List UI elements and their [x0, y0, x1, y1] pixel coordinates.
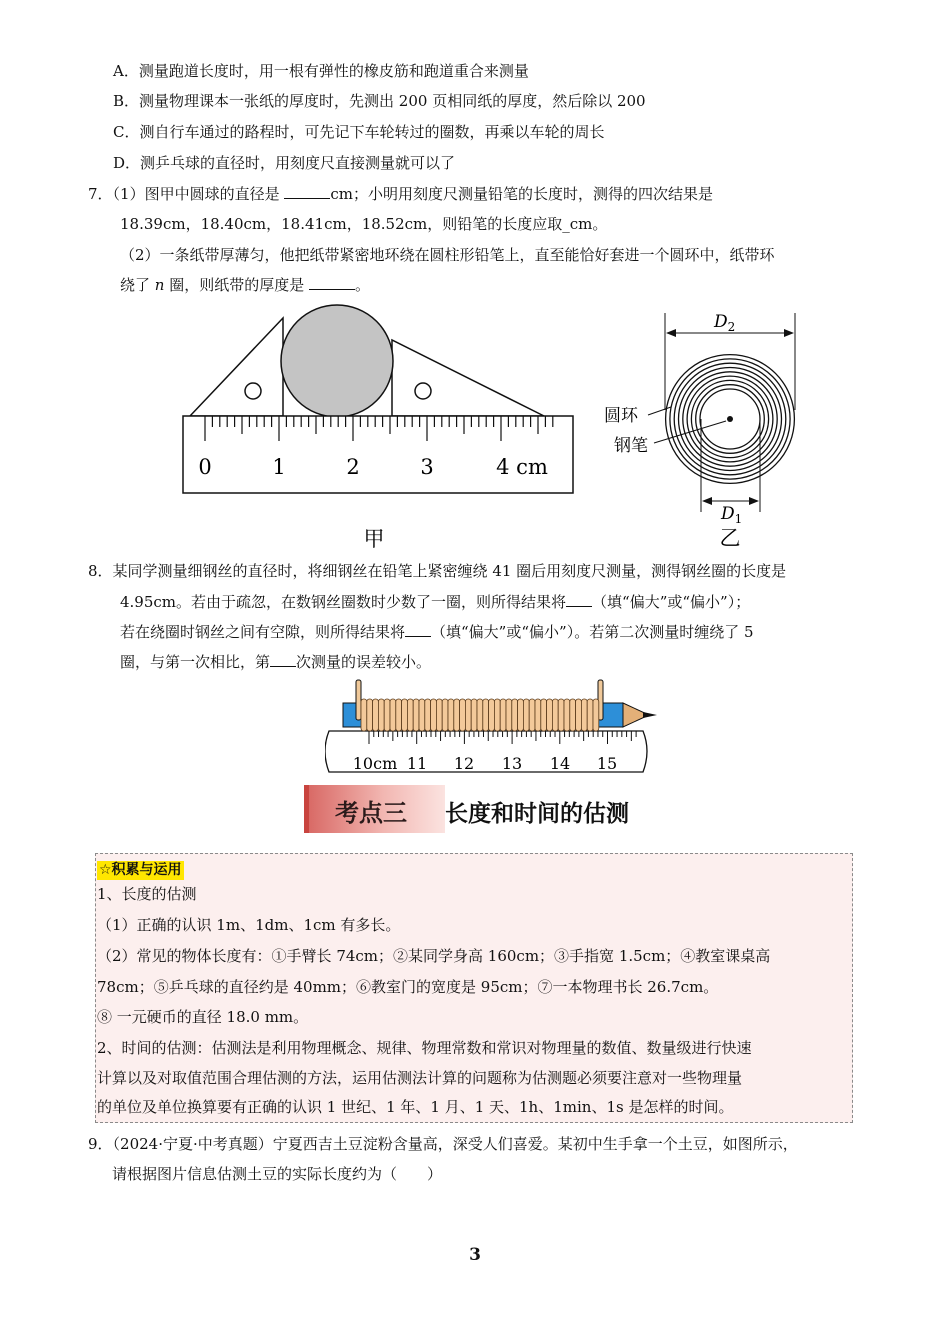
figure-wire-pencil	[325, 676, 660, 778]
q8-line-2-start: 4.95cm。若由于疏忽，在数钢丝圈数时少数了一圈，则所得结果将	[120, 593, 567, 611]
ring-leader-line	[648, 407, 671, 415]
section-title: 长度和时间的估测	[445, 801, 629, 827]
figure-jia-caption: 甲	[363, 527, 385, 551]
figure-yi-caption: 乙	[719, 526, 741, 550]
wire-coils	[361, 699, 599, 731]
wire-coil	[431, 699, 437, 731]
wire-coil	[396, 699, 402, 731]
d2-label: $D_2$	[714, 312, 736, 334]
q6-option-d: D．测乒乓球的直径时，用刻度尺直接测量就可以了	[113, 154, 456, 172]
wire-ruler-label-15: 15	[596, 754, 618, 773]
left-set-square-hole	[245, 383, 261, 399]
wire-coil	[471, 699, 477, 731]
q7-line-1	[88, 184, 713, 204]
wire-coil	[523, 699, 529, 731]
wire-coil	[477, 699, 483, 731]
q8-blank-3	[270, 652, 296, 667]
section-tag	[304, 785, 445, 833]
ruler-label-2: 2	[346, 455, 360, 479]
q7-blank-diameter	[284, 184, 330, 199]
wire-ruler-label-13: 13	[501, 754, 523, 773]
wire-coil	[494, 699, 500, 731]
left-set-square	[190, 318, 283, 416]
q8-line-4-start: 圈，与第一次相比，第	[120, 653, 271, 671]
q7-line-2: 18.39cm，18.40cm，18.41cm，18.52cm，则铅笔的长度应取_cm。	[120, 215, 608, 233]
wire-coil	[373, 699, 379, 731]
wire-coil	[500, 699, 506, 731]
q7-line-1-start: 7．（1）图甲中圆球的直径是	[88, 185, 285, 203]
wire-coil	[419, 699, 425, 731]
wire-coil	[367, 699, 373, 731]
wire-coil	[407, 699, 413, 731]
tips-line-3: （2）常见的物体长度有：①手臂长 74cm；②某同学身高 160cm；③手指宽 1.5cm；④教室课桌高	[97, 947, 771, 965]
wire-end-left	[356, 680, 361, 720]
pen-leader-line	[654, 421, 726, 443]
wire-coil	[547, 699, 553, 731]
q8-line-4-end: 次测量的误差较小。	[296, 653, 432, 671]
q8-line-3-end: （填“偏大”或“偏小”）。若第二次测量时缠绕了 5	[431, 623, 754, 641]
ball	[281, 305, 393, 417]
wire-coil	[570, 699, 576, 731]
tips-line-2: （1）正确的认识 1m、1dm、1cm 有多长。	[97, 916, 401, 934]
wire-coil	[518, 699, 524, 731]
d2-arrow-left	[666, 329, 676, 337]
ruler-label-1: 1	[272, 455, 286, 479]
wire-coil	[448, 699, 454, 731]
q7-variable-n: n	[154, 276, 165, 294]
q8-blank-2	[405, 622, 431, 637]
tips-line-1: 1、长度的估测	[97, 885, 197, 903]
q6-option-b: B．测量物理课本一张纸的厚度时，先测出 200 页相同纸的厚度，然后除以 200	[113, 92, 646, 110]
ruler-label-4cm: 4 cm	[496, 455, 548, 479]
right-set-square-hole	[415, 383, 431, 399]
q7-line-4	[120, 275, 370, 295]
figure-yi-coil	[596, 305, 816, 555]
d2-arrow-right	[784, 329, 794, 337]
wire-coil	[378, 699, 384, 731]
wire-ruler-label-11: 11	[406, 754, 428, 773]
tips-line-7: 计算以及对取值范围合理估测的方法，运用估测法计算的问题称为估测题必须要注意对一些物理量	[97, 1069, 743, 1087]
q7-line-4-start: 绕了	[120, 276, 155, 294]
q7-line-1-end: cm；小明用刻度尺测量铅笔的长度时，测得的四次结果是	[330, 185, 713, 203]
tips-heading: ☆积累与运用	[99, 862, 182, 878]
tips-line-6: 2、时间的估测：估测法是利用物理概念、规律、物理常数和常识对物理量的数值、数量级进行快速	[97, 1039, 752, 1057]
tips-line-5: ⑧ 一元硬币的直径 18.0 mm。	[97, 1008, 309, 1026]
wire-coil	[593, 699, 599, 731]
wire-coil	[361, 699, 367, 731]
tips-line-4: 78cm；⑤乒乓球的直径约是 40mm；⑥教室门的宽度是 95cm；⑦一本物理书长 26.7cm。	[97, 978, 719, 996]
wire-coil	[413, 699, 419, 731]
wire-coil	[552, 699, 558, 731]
tips-line-8: 的单位及单位换算要有正确的认识 1 世纪、1 年、1 月、1 天、1h、1min、1s 是怎样的时间。	[97, 1098, 734, 1116]
q7-blank-thickness	[309, 275, 355, 290]
figure-jia-ruler-ball	[180, 300, 580, 560]
q7-line-4-end: 。	[355, 276, 371, 294]
d1-arrow-left	[702, 497, 712, 505]
q8-line-3	[120, 622, 754, 642]
q9-line-1: 9．（2024·宁夏·中考真题）宁夏西吉土豆淀粉含量高，深受人们喜爱。某初中生手拿一个土豆，如图所示，	[88, 1135, 798, 1153]
wire-coil	[465, 699, 471, 731]
wire-coil	[576, 699, 582, 731]
q7-line-3: （2）一条纸带厚薄匀，他把纸带紧密地环绕在圆柱形铅笔上，直至能恰好套进一个圆环中，纸带环	[120, 246, 775, 264]
q6-option-c: C．测自行车通过的路程时，可先记下车轮转过的圈数，再乘以车轮的周长	[113, 123, 605, 141]
wire-coil	[489, 699, 495, 731]
pen-label: 钢笔	[614, 436, 648, 456]
d1-label: $D_1$	[721, 504, 743, 526]
ring-label: 圆环	[604, 406, 638, 426]
wire-coil	[454, 699, 460, 731]
wire-ruler-label-10cm: 10cm	[352, 754, 398, 773]
page-number: 3	[469, 1245, 481, 1265]
q9-line-2: 请根据图片信息估测土豆的实际长度约为（ ）	[112, 1165, 443, 1183]
wire-coil	[506, 699, 512, 731]
wire-coil	[390, 699, 396, 731]
wire-coil	[541, 699, 547, 731]
wire-ruler-label-14: 14	[549, 754, 571, 773]
wire-coil	[460, 699, 466, 731]
q8-line-3-start: 若在绕圈时钢丝之间有空隙，则所得结果将	[120, 623, 406, 641]
wire-coil	[535, 699, 541, 731]
wire-coil	[384, 699, 390, 731]
wire-coil	[581, 699, 587, 731]
wire-coil	[587, 699, 593, 731]
d1-arrow-right	[749, 497, 759, 505]
q8-line-4	[120, 652, 431, 672]
q8-line-1: 8．某同学测量细钢丝的直径时，将细钢丝在铅笔上紧密缠绕 41 圈后用刻度尺测量，测得钢丝圈的长度是	[88, 562, 787, 580]
pencil-lead	[643, 712, 657, 718]
wire-coil	[442, 699, 448, 731]
section-tag-label: 考点三	[335, 799, 407, 827]
ruler-label-0: 0	[198, 455, 212, 479]
right-set-square	[392, 340, 544, 416]
ruler-label-3: 3	[420, 455, 434, 479]
q7-line-4-mid: 圈，则纸带的厚度是	[164, 276, 309, 294]
wire-coil	[402, 699, 408, 731]
wire-ruler-label-12: 12	[453, 754, 475, 773]
pen-center	[727, 416, 733, 422]
wire-coil	[564, 699, 570, 731]
wire-coil	[436, 699, 442, 731]
q6-option-a: A．测量跑道长度时，用一根有弹性的橡皮筋和跑道重合来测量	[113, 62, 529, 80]
q8-line-2-end: （填“偏大”或“偏小”）；	[592, 593, 751, 611]
wire-coil	[425, 699, 431, 731]
wire-coil	[512, 699, 518, 731]
wire-coil	[483, 699, 489, 731]
wire-coil	[558, 699, 564, 731]
wire-coil	[529, 699, 535, 731]
q8-blank-1	[566, 592, 592, 607]
q8-line-2	[120, 592, 750, 612]
